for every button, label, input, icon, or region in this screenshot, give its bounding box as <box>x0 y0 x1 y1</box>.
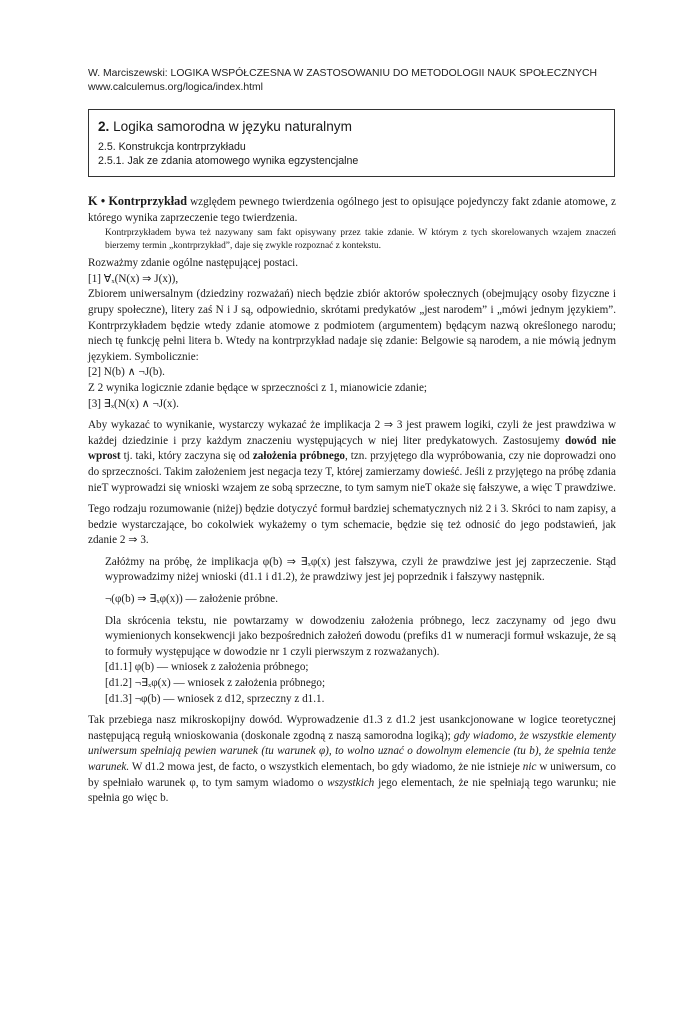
definition-paragraph <box>88 194 616 226</box>
section-title: 2.5. Konstrukcja kontrprzykładu <box>98 141 246 153</box>
italic-word: wszystkich <box>327 776 375 789</box>
formula-1: [1] ∀ₓ(N(x) ⇒ J(x)), <box>88 272 179 285</box>
section-box <box>88 109 615 177</box>
paragraph: Tego rodzaju rozumowanie (niżej) będzie dotyczyć formuł bardziej schematycznych niż 2 i 3. Skróci to nam zapisy, a bedzie wystarczające, bo cokolwiek wykażemy o tym schemacie, będzie się też odnosić do jego podstawień, jak zdanie 2 ⇒ 3. <box>88 503 616 547</box>
header-url: www.calculemus.org/logica/index.html <box>88 82 263 93</box>
formula-4: ¬(φ(b) ⇒ ∃ₓφ(x)) — założenie próbne. <box>105 593 278 606</box>
paragraph <box>88 418 616 496</box>
bold-term: dowód nie wprost <box>88 434 616 463</box>
text-span: Tak przebiega nasz mikroskopijny dowód. Wyprowadzenie d1.3 z d1.2 jest usankcjonowane w logice teoretycznej następującą regułą wnioskowania (doskonale zgodną z naszą samorodna logiką); <box>88 714 616 742</box>
text-span: tj. taki, który zaczyna się od <box>120 450 253 463</box>
proof-step-d1-1: [d1.1] φ(b) — wniosek z założenia próbnego; <box>105 661 309 674</box>
main-text <box>88 194 616 807</box>
chapter-title <box>98 118 614 136</box>
text-span: W d1.2 mowa jest, de facto, o wszystkich elementach, bo gdy wiadomo, że nie istnieje <box>129 761 523 773</box>
paragraph <box>88 713 616 807</box>
definition-term: K • Kontrprzykład <box>88 194 187 208</box>
definition-text: względem pewnego twierdzenia ogólnego jest to opisujące pojedynczy fakt zdanie atomowe, z którego wynika zaprzeczenie tego twierdzenia. <box>88 196 616 224</box>
paragraph: Załóżmy na próbę, że implikacja φ(b) ⇒ ∃ₓφ(x) jest fałszywa, czyli że prawdziwe jest jej zaprzeczenie. Stąd wyprowadzimy niżej wnioski (d1.1 i d1.2), że prawdziwy jest jej poprzednik i fałszywy następnik. <box>105 555 616 584</box>
italic-word: nic <box>522 761 537 773</box>
text-span: w uniwersum, co by spełniało warunek φ, to tym samym wiadomo o <box>88 761 616 789</box>
paragraph: Z 2 wynika logicznie zdanie będące w sprzeczności z 1, mianowicie zdanie; <box>88 381 428 394</box>
footnote-note: Kontrprzykładem bywa też nazywany sam fakt opisywany przez takie zdanie. W którym z tych skorelowanych wzajem znaczeń bierzemy termin „kontrprzykład”, daje się zwykle rozpoznać z kontekstu. <box>105 228 616 252</box>
italic-rule: gdy wiadomo, że wszystkie elementy uniwersum spełniają pewien warunek (tu warunek φ), to wolno uznać o dowolnym elemencie (tu b), że spełnia tenże warunek. <box>88 729 616 773</box>
paragraph: Zbiorem uniwersalnym (dziedziny rozważań) niech będzie zbiór aktorów społecznych (obejmujący osoby fizyczne i grupy społeczne), litery zaś N i J są, odpowiednio, skrótami predykatów „jest narodem” i „mówi jednym językiem”. Kontrprzykładem będzie wtedy zdanie atomowe z podmiotem (argumentem) będącym nazwą określonego narodu; niech tę funkcję pełni litera b. Wtedy na kontrprzykład nadaje się zdanie: Belgowie są narodem, a nie mówią jednym językiem. Symbolicznie: <box>88 288 616 363</box>
formula-3: [3] ∃ₓ(N(x) ∧ ¬J(x). <box>88 397 179 410</box>
subsection-title: 2.5.1. Jak ze zdania atomowego wynika egzystencjalne <box>98 155 359 167</box>
formula-2: [2] N(b) ∧ ¬J(b). <box>88 366 165 379</box>
text-span: Aby wykazać to wynikanie, wystarczy wykazać że implikacja 2 ⇒ 3 jest prawem logiki, czyli że jest prawdziwa w każdej dziedzinie i przy każdym znaczeniu występujących w niej liter predykatowych. Zastosujemy <box>88 419 616 447</box>
bold-term: założenia próbnego <box>252 450 345 463</box>
running-header: W. Marciszewski: LOGIKA WSPÓŁCZESNA W ZASTOSOWANIU DO METODOLOGII NAUK SPOŁECZNYCH <box>88 68 598 79</box>
paragraph: Dla skrócenia tekstu, nie powtarzamy w dowodzeniu założenia próbnego, lecz zaczynamy od jego dwu wymienionych konsekwencji jako bezpośrednich założeń dowodu (prefiks d1 w numeracji formuł wskazuje, że są to formuły występujące w dowodzie nr 1 czyli pierwszym z rozważanych). <box>105 614 616 658</box>
chapter-number: 2. <box>98 119 110 134</box>
text-span: jego elementach, że nie spełniają tego warunku; nie spełnia go więc b. <box>88 776 616 805</box>
proof-step-d1-3: [d1.3] ¬φ(b) — wniosek z d12, sprzeczny z d1.1. <box>105 692 325 705</box>
proof-step-d1-2: [d1.2] ¬∃ₓφ(x) — wniosek z założenia próbnego; <box>105 677 326 690</box>
paragraph: Rozważmy zdanie ogólne następującej postaci. <box>88 257 299 270</box>
text-span: , tzn. przyjętego dla wypróbowania, czy nie doprowadzi ono do sprzeczności. Takim założeniem jest negacja tezy T, której zamierzamy dowieść. Jeśli z przyjętego na próbę zdania nieT wyprowadzi się wnioski wzajem ze sobą sprzeczne, to tym samym nieT okaże się fałszywe, a więc T prawdziwe. <box>88 450 617 494</box>
chapter-title-text: Logika samorodna w języku naturalnym <box>109 119 352 134</box>
